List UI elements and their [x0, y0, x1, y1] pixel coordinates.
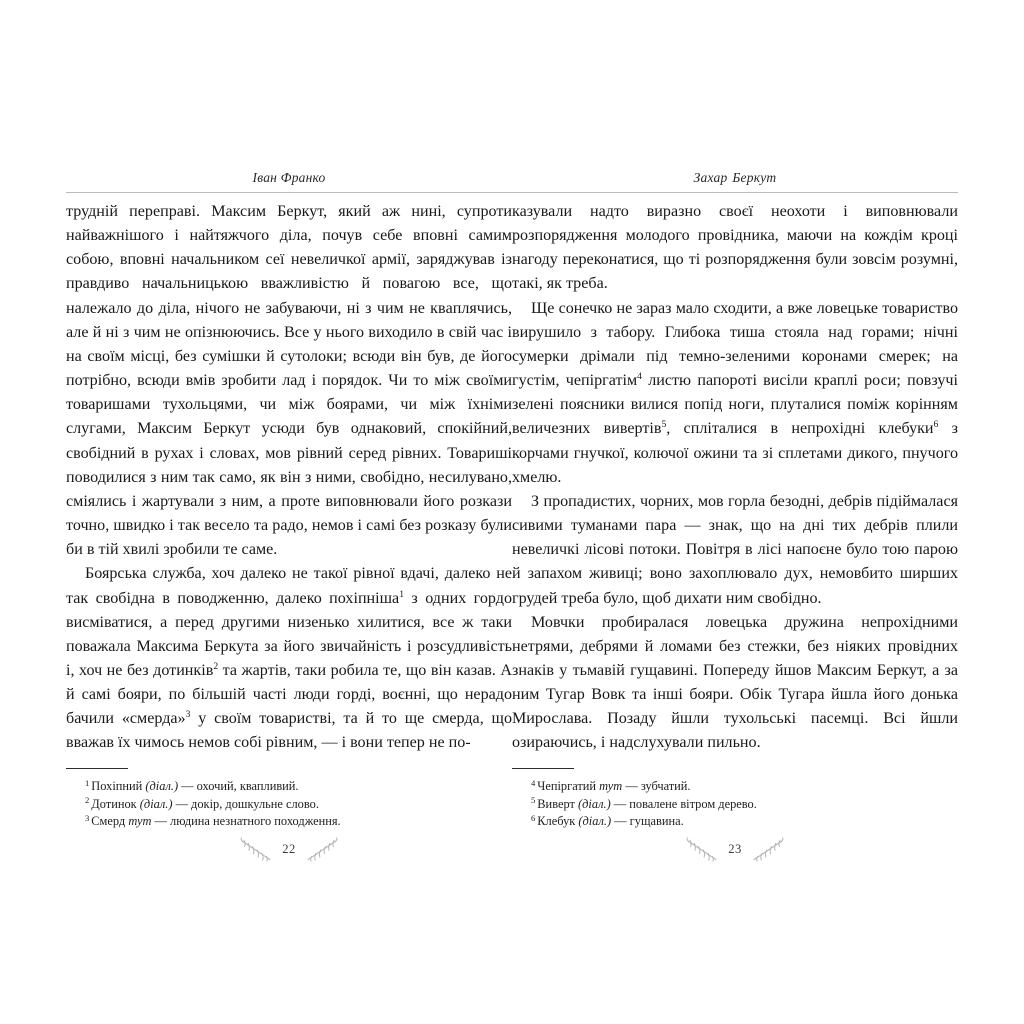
paragraph-text-segment: Боярська служба, хоч далеко не такої рівної вдачі, далеко не так свобідна в поводженню, далеко похіпніша [66, 565, 512, 607]
paragraph-text-segment: Ще сонечко не зараз мало сходити, а вже ловецьке товариство вирушило з табору. Глибока тиша стояла над горами; нічні сумерки дрімали під темно-зеленими коронами смерек; на густім, чепіргатім [512, 299, 958, 390]
footnotes-right [512, 768, 958, 831]
footnotes-left [66, 768, 512, 831]
paragraph: казували надто виразно своєї неохоти і виповнювали розпорядження молодого провідника, маючи на кождім кроці нагоду переконатися, що ті розпорядження були зовсім розумні, такі, як треба. [512, 203, 958, 293]
page-number: 22 [282, 841, 296, 856]
footnote-ref[interactable]: 5 [661, 419, 667, 431]
footnote-item [532, 778, 958, 796]
running-head-right-word-1: Захар [693, 170, 728, 185]
wheat-sprig-ornament-icon [240, 837, 274, 863]
wheat-sprig-ornament-icon [686, 837, 720, 863]
footnote-separator-rule [66, 768, 128, 769]
footnote-qualifier: тут [599, 779, 623, 793]
footnote-ref[interactable]: 1 [399, 588, 404, 600]
footnote-qualifier: (діал.) [145, 779, 179, 793]
footnote-qualifier: (діал.) [578, 814, 612, 829]
footnote-term: Дотинок [91, 796, 137, 811]
footnote-gloss: — охочий, квапливий. [178, 779, 299, 793]
right-page [512, 0, 958, 1024]
footnote-item [86, 796, 512, 814]
footnote-marker: 3 [85, 812, 90, 823]
running-head-left-text: Іван Франко [252, 170, 326, 185]
paragraph: Мовчки пробиралася ловецька дружина непрохідними нетрями, дебрями й ломами без стежки, без ніяких провідних знаків у тьмавій гущавині. Попереду йшов Максим Беркут, а за ним Тугар Вовк та інші бояри. Обік Тугара йшла його донька Мирослава. Позаду йшли тухольські пасемці. Всі йшли озираючись, і надслухували пильно. [512, 613, 958, 752]
paragraph [512, 297, 958, 490]
footnote-qualifier: (діал.) [578, 796, 611, 811]
wheat-sprig-ornament-icon [750, 837, 784, 863]
paragraph-text-segment: , сплітaлися в непрохідні клебуки [666, 420, 934, 438]
footnote-term: Похіпний [91, 779, 143, 793]
folio-right [512, 830, 958, 870]
body-text-left [66, 200, 512, 756]
paragraph-text-segment: та жартів, таки робила те, що він казав. А й самі бояри, по більшій часті люди горді, воєнні, що нерадо бачили «смерда» [66, 661, 512, 728]
footnote-term: Смерд [91, 814, 126, 829]
footnote-item [532, 813, 958, 831]
running-head-left [66, 170, 512, 186]
folio-left [66, 830, 512, 870]
header-rule-left [66, 192, 512, 193]
footnote-gloss: — гущавина. [611, 814, 684, 829]
footnote-gloss: — повалене вітром дерево. [610, 796, 757, 811]
paragraph-text-segment: з корчами гнучкої, колючої ожини та зі сплетами дикого, пнучого хмелю. [512, 420, 958, 486]
wheat-sprig-ornament-icon [304, 837, 338, 863]
footnote-item [86, 778, 512, 796]
header-rule-right [512, 192, 958, 193]
footnote-term: Клебук [537, 814, 576, 829]
footnote-marker: 6 [531, 812, 536, 823]
footnote-list [66, 778, 512, 831]
paragraph-text-segment: з одних гордо висміватися, а перед другими низенько хилитися, все ж таки поважала Максима Беркута за його звичайність і розсудливість і, хоч не без дотинків [66, 589, 512, 679]
footnote-qualifier: (діал.) [139, 796, 173, 811]
body-text-right [512, 200, 958, 756]
footnote-ref[interactable]: 2 [213, 660, 219, 672]
running-head-right-word-2: Беркут [732, 170, 777, 185]
footnote-gloss: — людина незнатного походження. [151, 814, 341, 829]
left-page [66, 0, 512, 1024]
footnote-marker: 2 [85, 795, 90, 806]
footnote-ref[interactable]: 4 [637, 371, 642, 383]
footnote-ref[interactable]: 3 [185, 709, 191, 721]
footnote-marker: 5 [531, 795, 536, 806]
running-head-right [512, 170, 958, 186]
footnote-ref[interactable]: 6 [933, 419, 939, 431]
footnote-separator-rule [512, 768, 574, 769]
footnote-term: Чепіргатий [537, 779, 597, 793]
footnote-item [532, 796, 958, 814]
footnote-term: Виверт [537, 796, 575, 811]
footnote-qualifier: тут [128, 814, 152, 829]
footnote-marker: 4 [531, 777, 536, 788]
paragraph-text-segment: листю папороті висіли краплі роси; повзучі зелені поясники вилися попід ноги, плуталися поміж корінням величезних вивертів [512, 372, 958, 438]
paragraph-text-segment: у своїм товаристві, та й то ще смерда, що вважав їх чимось немов собі рівним, — і вони тепер не по- [66, 710, 512, 752]
paragraph: трудній переправі. Максим Беркут, який аж нині, супроти найважнішого і найтяжчого діла, почув себе вповні самим собою, вповні начальником сеї невеличкої армії, заряджував із правдиво начальницькою вважливістю й повагою все, що належало до діла, нічого не забуваючи, ні з чим не квaплячись, але й ні з чим не опізнюючись. Все у нього виходило в свій час і на своїм місці, без сумішки й сутолоки; всюди він був, де його потрібно, всюди вмів зробити лад і порядок. Чи то між своїми товаришами тухольцями, чи між боярами, чи між їхніми слугами, Максим Беркут усюди був однаковий, спокійний, свобідний в рухах і словах, мов рівний серед рівних. Товариші поводилися з ним так само, як він з ними, свобідно, несилувано, сміялись і жартували з ним, а проте виповнювали його розкази точно, швидко і так весело та радо, немов і самі без розказу були би в тій хвилі зробили те саме. [66, 203, 512, 559]
footnote-list [512, 778, 958, 831]
footnote-gloss: — докір, дошкульне слово. [172, 796, 319, 811]
footnote-marker: 1 [85, 777, 90, 788]
page-number: 23 [728, 841, 742, 856]
paragraph [66, 562, 512, 755]
footnote-gloss: — зубчатий. [622, 779, 691, 793]
paragraph: З пропадистих, чорних, мов горла безодні, дебрів підіймалася сивими туманами пара — знак, що на дні тих дебрів плили невеличкі лісові потоки. Повітря в лісі напоєне було тою парою й запахом живиці; воно захоплювало дух, немовбито ширших грудей треба було, щоб дихати ним свобідно. [512, 492, 958, 607]
footnote-item [86, 813, 512, 831]
